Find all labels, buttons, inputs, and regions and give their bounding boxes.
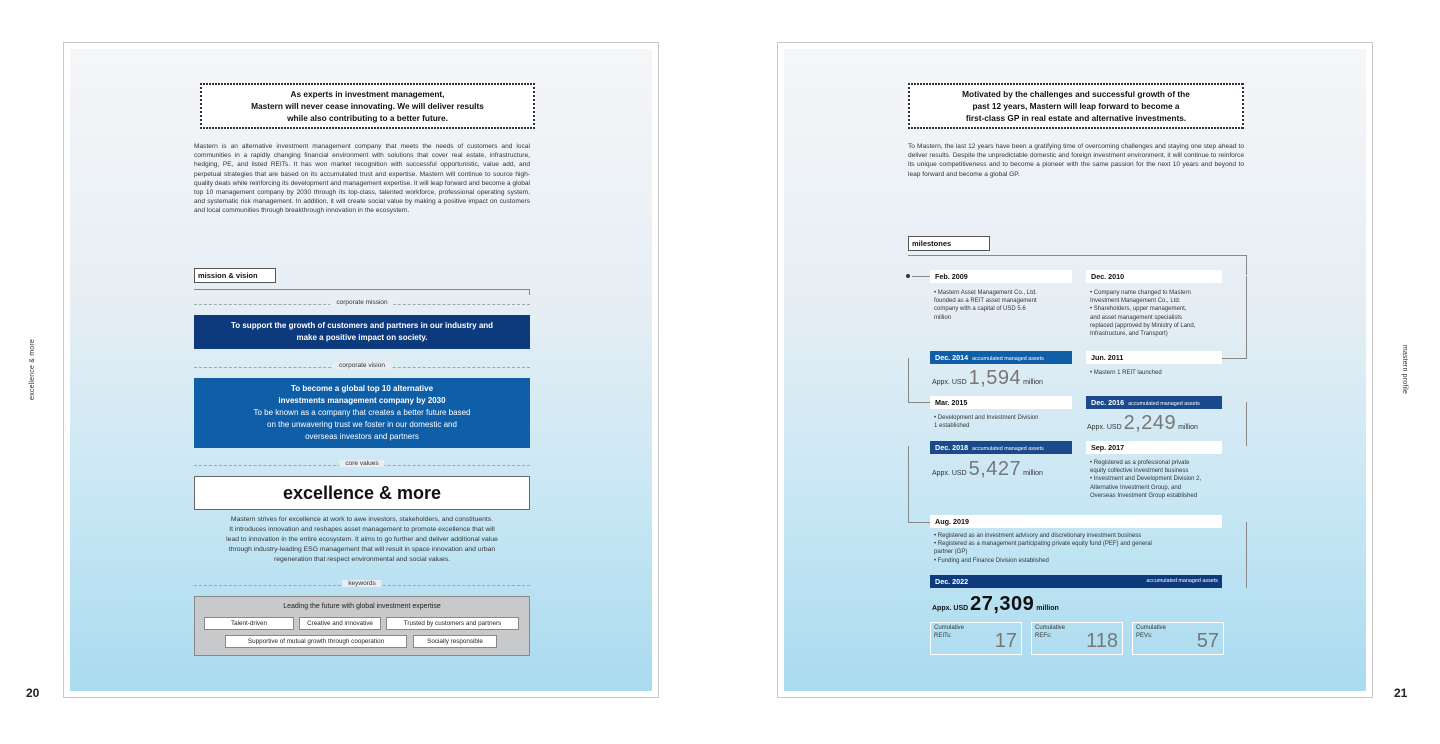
stat-label: PEVs: bbox=[1136, 632, 1153, 639]
stat-value: 118 bbox=[1086, 630, 1118, 652]
note-line: Infrastructure, and Transport) bbox=[1090, 331, 1168, 338]
amount-prefix: Appx. USD bbox=[1087, 424, 1122, 431]
milestone-tag: accumulated managed assets bbox=[1128, 401, 1200, 407]
milestone-amount bbox=[932, 458, 1043, 481]
vision-line: on the unwavering trust we foster in our domestic and bbox=[267, 420, 457, 429]
milestone-date bbox=[930, 441, 1072, 454]
amount-value: 27,309 bbox=[970, 593, 1035, 615]
note-line: • Investment and Development Division 2, bbox=[1090, 476, 1202, 483]
note-line: 1 established bbox=[934, 423, 970, 430]
timeline-line bbox=[1222, 358, 1247, 359]
note-line: partner (GP) bbox=[934, 549, 968, 556]
stat-reits bbox=[930, 622, 1022, 655]
note-line: • Registered as a professional private bbox=[1090, 460, 1190, 466]
vision-line: overseas investors and partners bbox=[305, 432, 419, 441]
milestone-date-text: Dec. 2016 bbox=[1091, 398, 1125, 407]
divider bbox=[194, 289, 530, 295]
mission-line: make a positive impact on society. bbox=[296, 333, 428, 342]
milestone-date bbox=[930, 575, 1222, 588]
stat-refs bbox=[1031, 622, 1123, 655]
left-intro: Mastern is an alternative investment management company that meets the needs of customers and local communities in a rapidly changing financial environment with solutions that cover real estate, infrastructure, hedging, PE, and listed REITs. It has won market recognition with successful opportunistic, value add, and perpetual strategies that are based on its accumulated trust and expertise. Mastern will continue to source high-quality deals while reinforcing its development and management expertise. It will leap forward and become a global top 10 management company by 2030 through its top-class, talented workforce, professional operating system, and systematic risk management. In addition, it will create social value by making a positive impact on customers and local communities through breakthrough innovation in the ecosystem. bbox=[194, 143, 530, 215]
side-label-left: excellence & more bbox=[28, 339, 36, 400]
milestone-date-text: Dec. 2022 bbox=[935, 577, 969, 586]
note-line: Alternative Investment Group, and bbox=[1090, 484, 1182, 491]
milestone-date-text: Dec. 2014 bbox=[935, 353, 969, 362]
vision-box bbox=[194, 378, 530, 448]
mission-label-text: corporate mission bbox=[330, 299, 393, 306]
values-line: regeneration that respect environmental and social values. bbox=[273, 556, 451, 563]
note-line: • Development and Investment Division bbox=[934, 415, 1039, 421]
keyword-chip: Creative and innovative bbox=[299, 617, 381, 630]
timeline-line bbox=[1246, 276, 1247, 358]
keywords-label-text: keywords bbox=[342, 580, 381, 587]
milestone-note bbox=[934, 289, 1074, 322]
timeline-line bbox=[908, 402, 930, 403]
values-line: through industry-leading ESG management that will result in space innovation and urban bbox=[228, 546, 496, 553]
amount-unit: million bbox=[1023, 379, 1043, 386]
amount-value: 5,427 bbox=[968, 458, 1022, 480]
timeline-line bbox=[1246, 402, 1247, 446]
section-tag-mission-vision: mission & vision bbox=[194, 268, 276, 283]
note-line: • Mastern Asset Management Co., Ltd. bbox=[934, 290, 1037, 296]
headline-line: As experts in investment management, bbox=[290, 89, 445, 99]
stat-value: 17 bbox=[994, 630, 1017, 652]
milestone-note bbox=[1090, 289, 1240, 338]
mission-line: To support the growth of customers and partners in our industry and bbox=[230, 321, 494, 330]
note-line: million bbox=[934, 314, 952, 321]
keyword-chip: Supportive of mutual growth through cooperation bbox=[225, 635, 407, 648]
page-number-left: 20 bbox=[26, 686, 40, 700]
milestone-date: Mar. 2015 bbox=[930, 396, 1072, 409]
right-headline bbox=[908, 83, 1244, 129]
timeline-line bbox=[1246, 522, 1247, 588]
right-intro: To Mastern, the last 12 years have been a gratifying time of overcoming challenges and staying one step ahead to deliver results. Despite the unpredictable domestic and foreign investment environment, it will continue to reinforce its unique competitiveness and to become a pioneer with the same passion for the next 10 years and beyond to leap forward and become a global GP. bbox=[908, 143, 1244, 178]
vision-bold-line: investments management company by 2030 bbox=[278, 396, 446, 405]
timeline-line bbox=[912, 276, 930, 277]
amount-prefix: Appx. USD bbox=[932, 605, 969, 612]
headline-line: Motivated by the challenges and successful growth of the bbox=[962, 89, 1190, 99]
milestone-amount bbox=[1087, 412, 1198, 435]
timeline-line bbox=[908, 522, 930, 523]
timeline-line bbox=[908, 358, 909, 402]
values-label bbox=[194, 460, 530, 470]
keywords-label bbox=[194, 580, 530, 590]
milestone-tag: accumulated managed assets bbox=[1146, 578, 1218, 584]
stat-label: Cumulative bbox=[934, 625, 965, 631]
milestone-note bbox=[934, 532, 1234, 565]
stat-label: Cumulative bbox=[1136, 625, 1167, 631]
amount-prefix: Appx. USD bbox=[932, 470, 967, 477]
milestone-date: Sep. 2017 bbox=[1086, 441, 1222, 454]
values-line: lead to innovation in the entire ecosystem. It aims to go further and deliver additional value bbox=[226, 536, 498, 543]
milestone-amount-total bbox=[932, 593, 1059, 616]
milestone-note bbox=[1090, 369, 1230, 377]
keyword-chip: Talent-driven bbox=[204, 617, 294, 630]
milestone-tag: accumulated managed assets bbox=[972, 446, 1044, 452]
core-values-title: excellence & more bbox=[194, 476, 530, 510]
vision-line: To be known as a company that creates a better future based bbox=[253, 408, 471, 417]
values-label-text: core values bbox=[339, 460, 384, 467]
keyword-chip: Socially responsible bbox=[413, 635, 497, 648]
note-line: • Shareholders, upper management, bbox=[1090, 306, 1187, 313]
note-line: • Registered as an investment advisory and discretionary investment business bbox=[934, 533, 1142, 539]
amount-prefix: Appx. USD bbox=[932, 379, 967, 386]
note-line: • Funding and Finance Division established bbox=[934, 557, 1049, 564]
milestone-date: Feb. 2009 bbox=[930, 270, 1072, 283]
milestone-tag: accumulated managed assets bbox=[972, 356, 1044, 362]
section-tag-milestones: milestones bbox=[908, 236, 990, 251]
note-line: Overseas Investment Group established bbox=[1090, 492, 1198, 499]
note-line: Investment Management Co., Ltd. bbox=[1090, 298, 1181, 305]
milestone-date bbox=[1086, 396, 1222, 409]
vision-label-text: corporate vision bbox=[333, 362, 391, 369]
note-line: company with a capital of USD 5.6 bbox=[934, 306, 1026, 313]
values-line: It introduces innovation and reshapes asset management to promote excellence that will bbox=[229, 526, 495, 533]
stat-value: 57 bbox=[1196, 630, 1219, 652]
note-line: founded as a REIT asset management bbox=[934, 298, 1037, 305]
amount-unit: million bbox=[1036, 605, 1059, 612]
stat-label: Cumulative bbox=[1035, 625, 1066, 631]
amount-value: 1,594 bbox=[968, 367, 1022, 389]
milestone-date: Dec. 2010 bbox=[1086, 270, 1222, 283]
note-line: • Company name changed to Mastern bbox=[1090, 290, 1191, 296]
left-headline bbox=[200, 83, 535, 129]
note-line: and asset management specialists bbox=[1090, 314, 1183, 321]
milestone-date: Aug. 2019 bbox=[930, 515, 1222, 528]
mission-box bbox=[194, 315, 530, 349]
milestone-note bbox=[934, 414, 1074, 430]
vision-label bbox=[194, 362, 530, 372]
note-line: replaced (approved by Ministry of Land, bbox=[1090, 322, 1196, 329]
headline-line: Mastern will never cease innovating. We will deliver results bbox=[251, 101, 484, 111]
values-line: Mastern strives for excellence at work to awe investors, stakeholders, and constituents. bbox=[230, 516, 494, 523]
stat-label: REITs: bbox=[934, 632, 952, 639]
note-line: • Registered as a management participating private equity fund (PEF) and general bbox=[934, 541, 1152, 548]
side-label-right: mastern profile bbox=[1401, 344, 1409, 395]
amount-value: 2,249 bbox=[1123, 412, 1177, 434]
page-number-right: 21 bbox=[1394, 686, 1408, 700]
milestone-amount bbox=[932, 367, 1043, 390]
mission-label bbox=[194, 299, 530, 309]
amount-unit: million bbox=[1178, 424, 1198, 431]
milestone-date-text: Dec. 2018 bbox=[935, 443, 969, 452]
amount-unit: million bbox=[1023, 470, 1043, 477]
keyword-chip: Trusted by customers and partners bbox=[386, 617, 519, 630]
timeline-line bbox=[908, 255, 1246, 256]
keywords-box bbox=[194, 596, 530, 656]
note-line: equity collective investment business bbox=[1090, 468, 1189, 475]
headline-line: while also contributing to a better future. bbox=[287, 113, 448, 123]
milestone-note bbox=[1090, 459, 1240, 500]
stat-pevs bbox=[1132, 622, 1224, 655]
vision-bold-line: To become a global top 10 alternative bbox=[290, 384, 434, 393]
milestone-date: Jun. 2011 bbox=[1086, 351, 1222, 364]
milestone-date bbox=[930, 351, 1072, 364]
keywords-title: Leading the future with global investment expertise bbox=[283, 603, 441, 610]
headline-line: first-class GP in real estate and alternative investments. bbox=[965, 113, 1187, 123]
headline-line: past 12 years, Mastern will leap forward to become a bbox=[972, 101, 1180, 111]
note-line: • Mastern 1 REIT launched bbox=[1090, 370, 1162, 376]
timeline-dot bbox=[906, 274, 910, 278]
left-page bbox=[63, 42, 659, 698]
timeline-line bbox=[1246, 255, 1247, 275]
stat-label: REFs: bbox=[1035, 632, 1052, 639]
right-page bbox=[777, 42, 1373, 698]
core-values-text bbox=[186, 515, 538, 565]
timeline-line bbox=[908, 446, 909, 522]
